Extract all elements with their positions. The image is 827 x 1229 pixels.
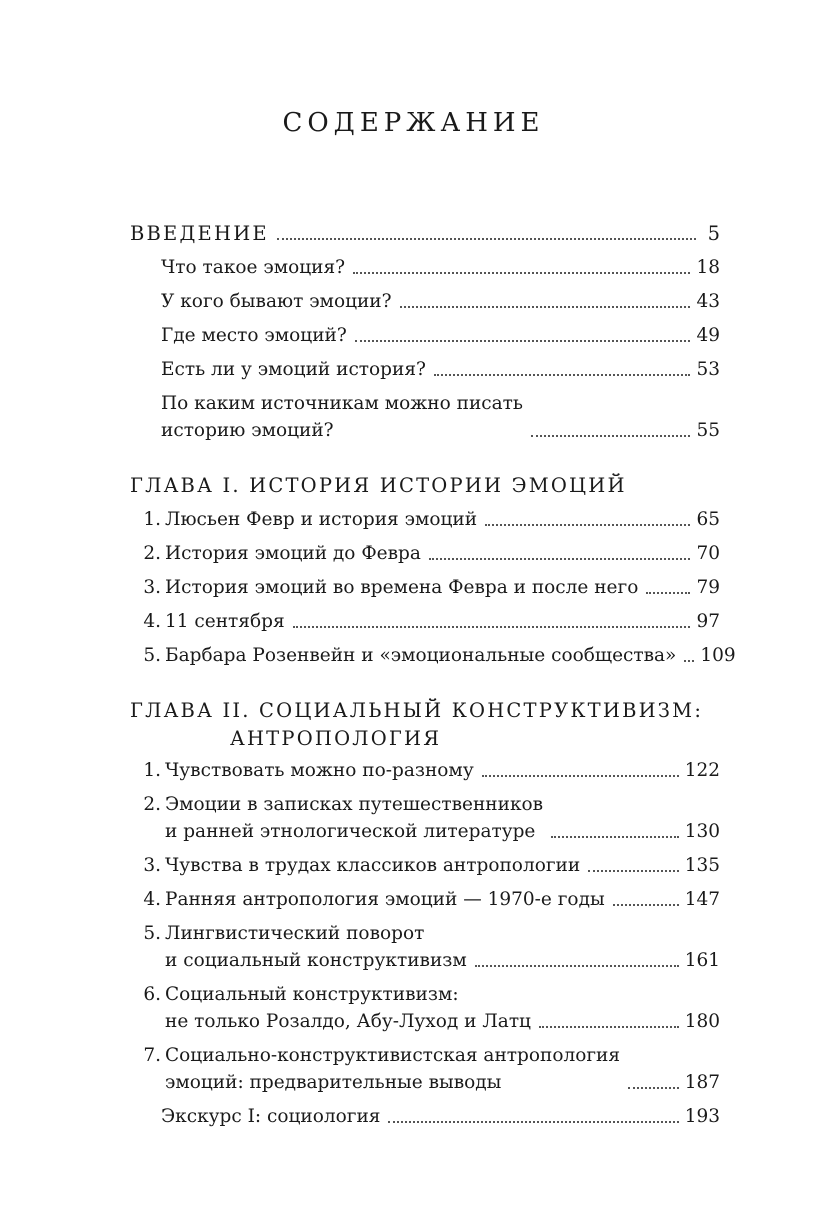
dot-leader — [475, 965, 679, 967]
toc-entry[interactable] — [130, 254, 720, 281]
toc-entry[interactable] — [130, 390, 720, 444]
entry-number: 2. — [143, 794, 161, 815]
entry-number: 5. — [143, 923, 161, 944]
entry-number: 5. — [143, 645, 161, 666]
entry-number: 2. — [143, 543, 161, 564]
toc-entry-title: История эмоций до Февра — [165, 543, 421, 564]
dot-leader — [434, 374, 691, 376]
toc-entry-title: У кого бывают эмоции? — [161, 291, 392, 312]
page-number: 161 — [684, 950, 720, 971]
entry-number: 4. — [143, 611, 161, 632]
page-number: 187 — [684, 1072, 720, 1093]
chapter-heading[interactable] — [130, 697, 720, 753]
toc-entry-title: Экскурс I: социология — [161, 1106, 381, 1127]
entry-number: 1. — [143, 509, 161, 530]
toc-entry-title: История эмоций во времена Февра и после него — [165, 577, 639, 598]
dot-leader — [353, 272, 690, 274]
toc-entry-title: Есть ли у эмоций история? — [161, 359, 426, 380]
page-number: 147 — [684, 889, 720, 910]
dot-leader — [684, 660, 694, 662]
toc-entry[interactable] — [130, 791, 720, 845]
toc-entry-title: Барбара Розенвейн и «эмоциональные сообщества» — [165, 645, 677, 666]
dot-leader — [539, 1026, 679, 1028]
toc-entry-excursus[interactable] — [130, 1103, 720, 1130]
dot-leader — [628, 1087, 679, 1089]
toc-entry[interactable] — [130, 1042, 720, 1096]
page-number: 70 — [696, 543, 720, 564]
page-number: 79 — [696, 577, 720, 598]
dot-leader — [400, 306, 691, 308]
dot-leader — [588, 870, 678, 872]
page-number: 109 — [700, 645, 736, 666]
toc-entry[interactable] — [130, 288, 720, 315]
page-number: 53 — [696, 359, 720, 380]
chapter-heading-line: ГЛАВА II. СОЦИАЛЬНЫЙ КОНСТРУКТИВИЗМ: — [130, 699, 704, 722]
dot-leader — [355, 340, 691, 342]
toc-entry[interactable] — [130, 608, 720, 635]
dot-leader — [482, 775, 679, 777]
toc-entry[interactable] — [130, 981, 720, 1035]
toc-entry[interactable] — [130, 322, 720, 349]
page-number: 55 — [696, 420, 720, 441]
dot-leader — [429, 558, 691, 560]
dot-leader — [613, 904, 679, 906]
toc-entry-title: ВВЕДЕНИЕ — [130, 222, 269, 245]
toc-entry-title: По каким источникам можно писать историю эмоций? — [161, 393, 523, 441]
entry-number: 7. — [143, 1045, 161, 1066]
toc-entry[interactable] — [130, 920, 720, 974]
dot-leader — [551, 836, 679, 838]
toc-entry-title: 11 сентября — [165, 611, 285, 632]
toc-entry-title: Где место эмоций? — [161, 325, 347, 346]
toc-entry-title: Что такое эмоция? — [161, 257, 346, 278]
toc-entry[interactable] — [130, 574, 720, 601]
toc-entry-title: Чувства в трудах классиков антропологии — [165, 855, 581, 876]
toc-entry-title: Ранняя антропология эмоций — 1970-е годы — [165, 889, 605, 910]
page-number: 49 — [696, 325, 720, 346]
page-number: 135 — [684, 855, 720, 876]
toc-entry-title: Социально-конструктивистская антропология эмоций: предварительные выводы — [165, 1045, 621, 1093]
toc-entry-title: Люсьен Февр и история эмоций — [165, 509, 478, 530]
toc-entry-title: Лингвистический поворот и социальный конструктивизм — [165, 923, 467, 971]
page-number: 130 — [684, 821, 720, 842]
page-number: 122 — [684, 760, 720, 781]
toc-entry-title: Чувствовать можно по-разному — [165, 760, 474, 781]
toc-entry[interactable] — [130, 642, 736, 669]
toc-entry-title: Эмоции в записках путешественников и ранней этнологической литературе — [165, 794, 544, 842]
toc-entry-introduction[interactable] — [130, 220, 720, 247]
toc-entry[interactable] — [130, 356, 720, 383]
chapter-heading[interactable]: ГЛАВА I. ИСТОРИЯ ИСТОРИИ ЭМОЦИЙ — [130, 474, 627, 497]
page-number: 65 — [696, 509, 720, 530]
entry-number: 3. — [143, 577, 161, 598]
page-number: 97 — [696, 611, 720, 632]
dot-leader — [531, 435, 690, 437]
entry-number: 3. — [143, 855, 161, 876]
toc-entry[interactable] — [130, 540, 720, 567]
dot-leader — [277, 238, 696, 240]
entry-number: 4. — [143, 889, 161, 910]
page-number: 5 — [707, 222, 720, 245]
page-number: 180 — [684, 1011, 720, 1032]
page-title: СОДЕРЖАНИЕ — [282, 108, 545, 138]
chapter-heading-line: АНТРОПОЛОГИЯ — [230, 727, 442, 750]
toc-entry[interactable] — [130, 506, 720, 533]
toc-entry-title: Социальный конструктивизм: не только Розалдо, Абу-Луход и Латц — [165, 984, 531, 1032]
entry-number: 6. — [143, 984, 161, 1005]
toc-entry[interactable] — [130, 757, 720, 784]
page-number: 18 — [696, 257, 720, 278]
table-of-contents — [130, 220, 736, 1130]
dot-leader — [485, 524, 690, 526]
entry-number: 1. — [143, 760, 161, 781]
dot-leader — [293, 626, 691, 628]
dot-leader — [646, 592, 690, 594]
page-number: 193 — [684, 1106, 720, 1127]
dot-leader — [388, 1121, 678, 1123]
toc-entry[interactable] — [130, 852, 720, 879]
page-number: 43 — [696, 291, 720, 312]
toc-entry[interactable] — [130, 886, 720, 913]
